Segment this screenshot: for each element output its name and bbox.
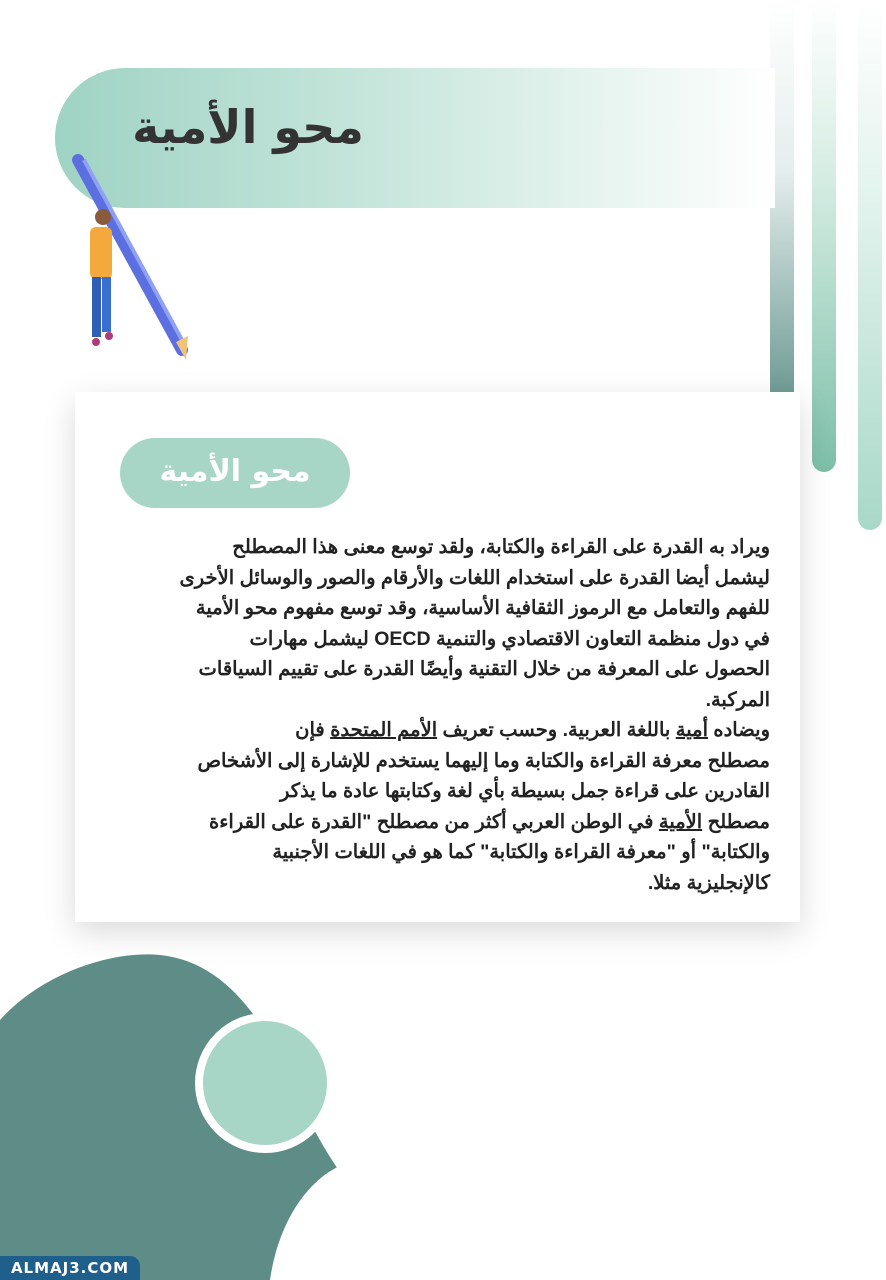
text-line: ويراد به القدرة على القراءة والكتابة، ولقد توسع معنى هذا المصطلح — [232, 536, 770, 558]
decorative-bar — [812, 0, 836, 472]
text-line: الحصول على المعرفة من خلال التقنية وأيضًا القدرة على تقييم السياقات — [198, 658, 770, 680]
text-line: مصطلح معرفة القراءة والكتابة وما إليهما يستخدم للإشارة إلى الأشخاص — [197, 749, 770, 772]
section-title-pill: محو الأمية — [120, 438, 350, 508]
body-text — [130, 532, 770, 898]
decorative-bottom-shapes — [0, 950, 500, 1280]
underlined-term: الأمية — [658, 810, 703, 833]
text-line: والكتابة" أو "معرفة القراءة والكتابة" كما هو في اللغات الأجنبية — [272, 841, 770, 863]
text-line: كالإنجليزية مثلا. — [647, 871, 770, 894]
decorative-bar — [770, 0, 794, 426]
watermark-logo: ALMAJ3.COM — [0, 1256, 140, 1280]
content-card — [75, 392, 800, 922]
text-segment: فإن — [295, 719, 331, 741]
underlined-term: أمية — [675, 719, 708, 741]
text-line: المركبة. — [705, 688, 770, 711]
decorative-bar — [858, 0, 882, 530]
text-segment: في الوطن العربي أكثر من مصطلح "القدرة على القراءة — [209, 810, 659, 833]
text-line — [130, 715, 770, 746]
text-segment: ويضاده — [707, 719, 770, 741]
text-line: في دول منظمة التعاون الاقتصادي والتنمية OECD ليشمل مهارات — [249, 627, 770, 650]
decorative-circle — [199, 1017, 331, 1149]
text-line: للفهم والتعامل مع الرموز الثقافية الأساسية، وقد توسع مفهوم محو الأمية — [195, 597, 770, 619]
text-line: ليشمل أيضا القدرة على استخدام اللغات والأرقام والصور والوسائل الأخرى — [179, 566, 770, 589]
underlined-term: الأمم المتحدة — [330, 719, 438, 741]
page-title: محو الأمية — [132, 100, 364, 154]
person-with-pencil-illustration — [70, 150, 200, 365]
text-line: القادرين على قراءة جمل بسيطة بأي لغة وكتابتها عادة ما يذكر — [280, 780, 770, 802]
text-line — [130, 807, 770, 838]
text-segment: باللغة العربية. وحسب تعريف — [437, 719, 676, 741]
text-segment: مصطلح — [702, 810, 770, 833]
